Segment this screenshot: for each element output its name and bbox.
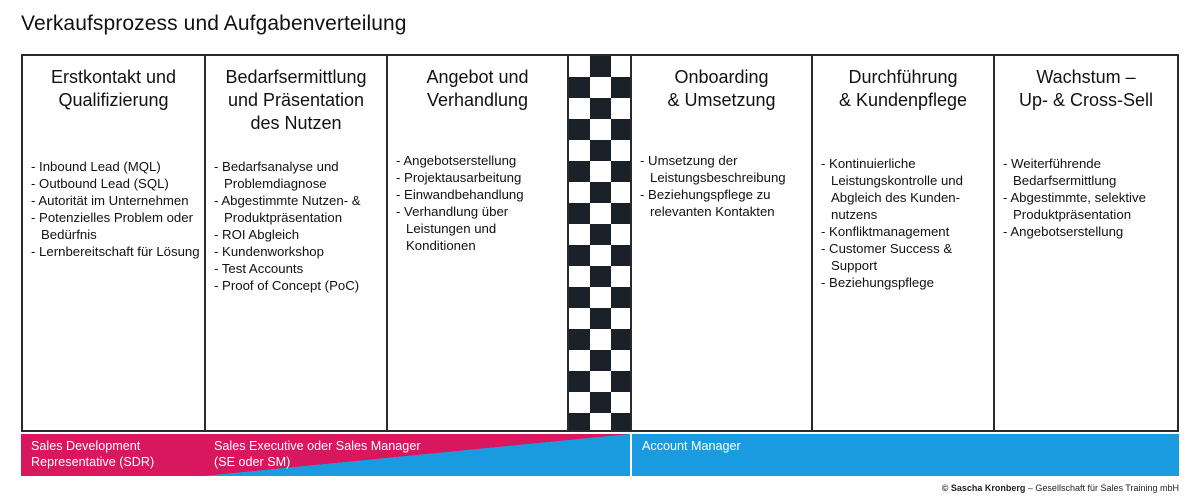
phase-column-angebot xyxy=(386,56,567,430)
phase-item-list xyxy=(31,158,200,260)
list-item: - Umsetzung der Leistungsbeschreibung xyxy=(640,153,786,185)
list-item: - Potenzielles Problem oder Bedürfnis xyxy=(31,210,193,242)
list-item: - Abgestimmte Nutzen- & Produktpräsentation xyxy=(214,193,361,225)
list-item: - Bedarfsanalyse und Problemdiagnose xyxy=(214,159,339,191)
phase-item-list xyxy=(1003,155,1173,240)
phase-column-onboarding xyxy=(630,56,811,430)
role-sales-executive: Sales Executive oder Sales Manager (SE oder SM) xyxy=(204,434,630,476)
list-item: - Weiterführende Bedarfsermittlung xyxy=(1003,156,1117,188)
list-item: - Beziehungspflege xyxy=(821,275,934,290)
phase-heading: Onboarding & Umsetzung xyxy=(667,67,776,110)
list-item: - Verhandlung über Leistungen und Konditionen xyxy=(396,204,509,253)
copyright-footer: © Sascha Kronberg – Gesellschaft für Sales Training mbH xyxy=(941,483,1179,493)
phase-column-bedarfsermittlung xyxy=(204,56,386,430)
list-item: - Proof of Concept (PoC) xyxy=(214,278,360,293)
process-board xyxy=(21,54,1179,432)
list-item: - Kontinuierliche Leistungskontrolle und Abgleich des Kunden-nutzens xyxy=(821,156,963,222)
phase-column-durchfuehrung xyxy=(811,56,993,430)
role-bar xyxy=(21,434,1179,476)
phase-heading: Durchführung & Kundenpflege xyxy=(838,67,968,110)
list-item: - Lernbereitschaft für Lösung xyxy=(31,244,200,259)
phase-heading: Angebot und Verhandlung xyxy=(426,67,529,110)
list-item: - Customer Success & Support xyxy=(821,241,953,273)
phase-item-list xyxy=(396,152,563,254)
list-item: - Outbound Lead (SQL) xyxy=(31,176,169,191)
role-account-manager: Account Manager xyxy=(630,434,1179,476)
list-item: - Kundenworkshop xyxy=(214,244,324,259)
list-item: - ROI Abgleich xyxy=(214,227,300,242)
list-item: - Beziehungspflege zu relevanten Kontakten xyxy=(640,187,775,219)
list-item: - Autorität im Unternehmen xyxy=(31,193,189,208)
phase-item-list xyxy=(640,152,807,220)
phase-heading: Wachstum – Up- & Cross-Sell xyxy=(1018,67,1154,110)
list-item: - Angebotserstellung xyxy=(396,153,517,168)
list-item: - Inbound Lead (MQL) xyxy=(31,159,161,174)
phase-heading: Bedarfsermittlung und Präsentation des Nutzen xyxy=(225,67,367,133)
list-item: - Konfliktmanagement xyxy=(821,224,950,239)
phase-column-erstkontakt xyxy=(21,56,204,430)
list-item: - Einwandbehandlung xyxy=(396,187,524,202)
list-item: - Projektausarbeitung xyxy=(396,170,522,185)
phase-column-wachstum xyxy=(993,56,1179,430)
phase-item-list xyxy=(821,155,989,291)
list-item: - Test Accounts xyxy=(214,261,304,276)
role-sdr: Sales Development Representative (SDR) xyxy=(21,434,204,476)
checkered-flag-divider xyxy=(567,56,630,430)
list-item: - Angebotserstellung xyxy=(1003,224,1124,239)
list-item: - Abgestimmte, selektive Produktpräsentation xyxy=(1003,190,1146,222)
phase-item-list xyxy=(214,158,382,294)
phase-heading: Erstkontakt und Qualifizierung xyxy=(50,67,177,110)
page-title: Verkaufsprozess und Aufgabenverteilung xyxy=(21,12,407,35)
